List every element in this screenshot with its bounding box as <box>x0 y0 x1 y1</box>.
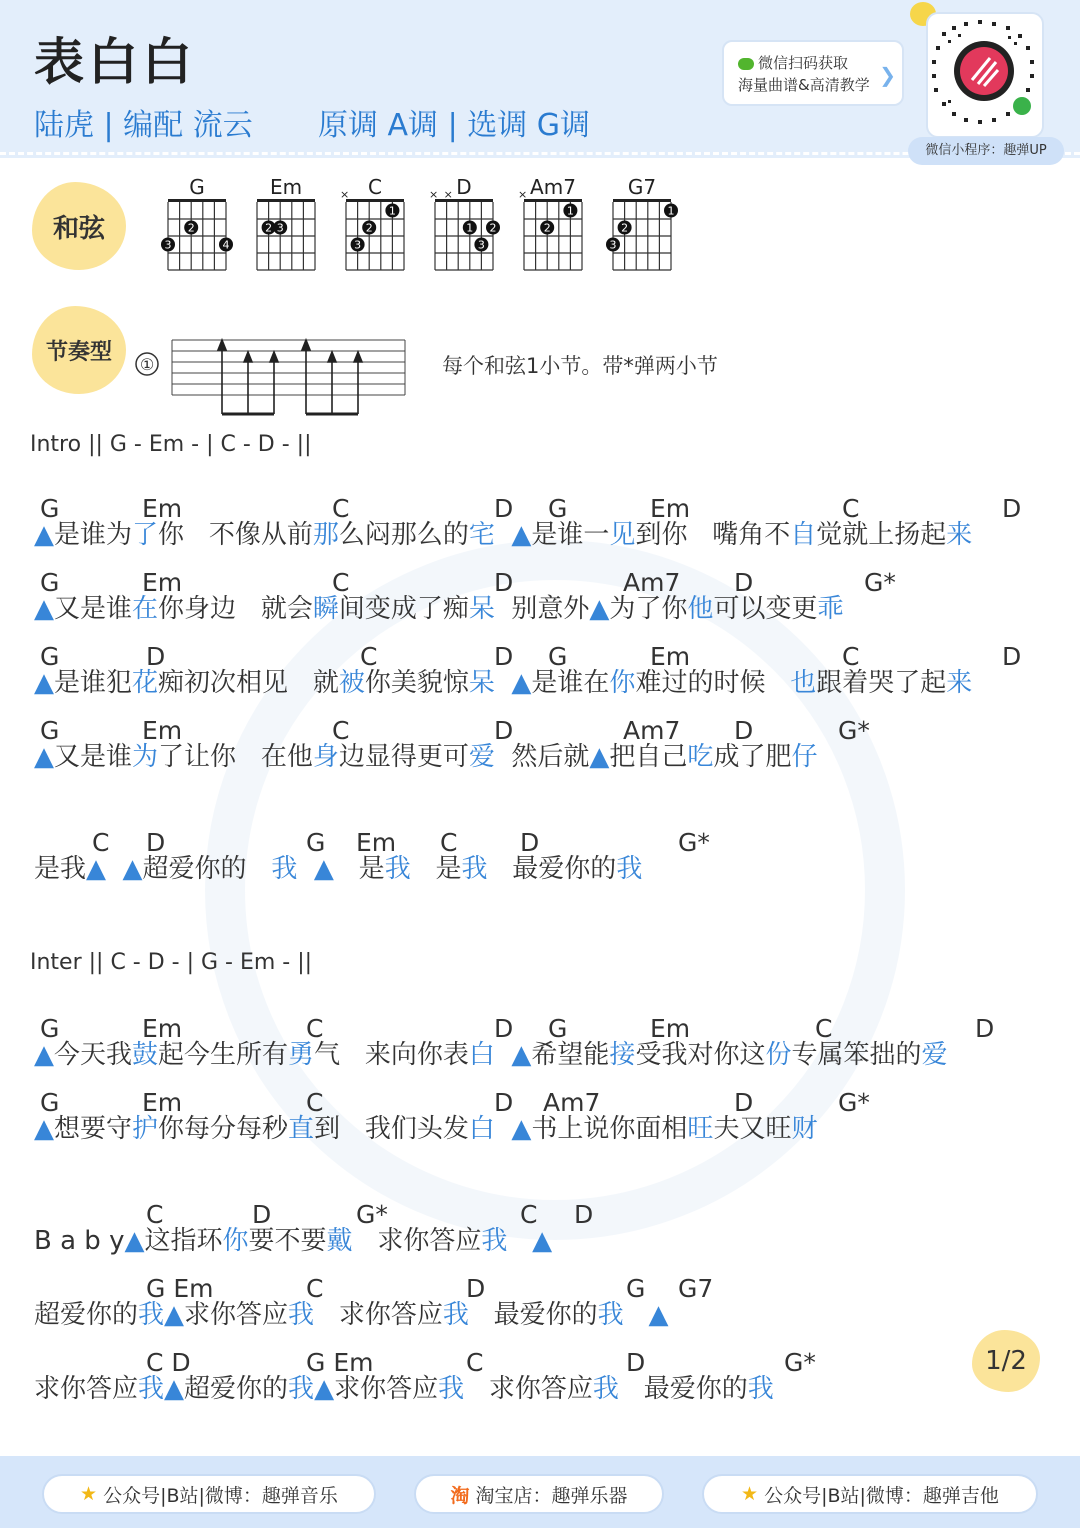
lyric-text: 希望能 <box>531 1040 610 1070</box>
lyric-text: 专属笨拙的 <box>791 1040 922 1070</box>
chord-label: G* <box>678 828 710 857</box>
strum-marker-icon: ▲ <box>511 1114 532 1144</box>
lyric-text: 求你答应 <box>34 1374 139 1404</box>
lyric-text <box>495 520 512 550</box>
chord-diagram-c <box>340 175 404 270</box>
chord-label: G <box>548 1014 568 1043</box>
chord-label: D <box>1002 494 1022 523</box>
chord-label: D <box>494 494 514 523</box>
lyric-text <box>495 1114 512 1144</box>
chord-label: C <box>306 1088 324 1117</box>
chord-label: D <box>146 642 166 671</box>
rhythm-badge-label: 节奏型 <box>45 339 112 365</box>
highlight-beat: 财 <box>791 1114 818 1144</box>
chord-label: Em <box>650 494 691 523</box>
highlight-beat: 仔 <box>791 742 818 772</box>
chord-label: C <box>440 828 458 857</box>
lyric-text: 痴初次相见 就 <box>158 668 339 698</box>
rhythm-pattern <box>130 330 420 420</box>
footer-link-music-label: 公众号|B站|微博：趣弹音乐 <box>103 1484 338 1507</box>
chord-label: Em <box>142 716 183 745</box>
chord-nut <box>524 199 582 202</box>
wechat-line2: 海量曲谱&高清教学 <box>738 76 870 94</box>
chord-label: Em <box>356 828 397 857</box>
strum-marker-icon: ▲ <box>532 1226 553 1256</box>
footer-link-guitar-label: 公众号|B站|微博：趣弹吉他 <box>764 1484 999 1507</box>
highlight-beat: 吃 <box>687 742 714 772</box>
highlight-beat: 见 <box>609 520 636 550</box>
strum-marker-icon: ▲ <box>589 594 610 624</box>
lyric-text: B a b y <box>34 1226 125 1256</box>
highlight-beat: 爱 <box>468 742 495 772</box>
lyric-text: 超爱你的 <box>142 854 272 884</box>
chords-badge-label: 和弦 <box>52 213 105 244</box>
chord-label: D <box>466 1274 486 1303</box>
song-keys: 原调 A调 | 选调 G调 <box>318 108 591 143</box>
muted-string-icon: × <box>443 188 453 201</box>
highlight-beat: 我 <box>138 1300 165 1330</box>
highlight-beat: 你 <box>222 1226 249 1256</box>
chord-label: G* <box>356 1200 388 1229</box>
chord-label: G <box>40 716 60 745</box>
lyric-line <box>34 662 972 699</box>
chord-label: G* <box>784 1348 816 1377</box>
lyric-text: 这指环 <box>144 1226 223 1256</box>
lyric-text: 是谁在 <box>531 668 610 698</box>
lyric-text: 为了你 <box>609 594 688 624</box>
lyric-text: 求你答应 <box>184 1300 289 1330</box>
footer-link-guitar[interactable] <box>702 1474 1038 1514</box>
lyric-text: 要不要 <box>248 1226 327 1256</box>
strum-marker-icon: ▲ <box>511 1040 532 1070</box>
highlight-beat: 了 <box>132 520 159 550</box>
lyric-line <box>34 1220 552 1257</box>
highlight-beat: 旺 <box>687 1114 714 1144</box>
chord-label: D <box>574 1200 594 1229</box>
highlight-beat: 我 <box>481 1226 508 1256</box>
highlight-beat: 接 <box>609 1040 636 1070</box>
chords-badge <box>32 182 126 270</box>
chord-label: D <box>734 1088 754 1117</box>
lyric-text: 求你答应 <box>314 1300 443 1330</box>
strum-marker-icon: ▲ <box>164 1374 185 1404</box>
chord-label: G <box>40 1014 60 1043</box>
strum-marker-icon: ▲ <box>589 742 610 772</box>
finger-number: 1 <box>667 204 675 218</box>
lyric-text: 么闷那么的 <box>338 520 469 550</box>
lyric-text: 又是谁 <box>54 742 133 772</box>
lyric-text: 今天我 <box>54 1040 133 1070</box>
chord-name: G7 <box>627 175 657 199</box>
lyric-text: 了让你 在他 <box>158 742 313 772</box>
wechat-icon <box>738 58 754 70</box>
chord-label: Em <box>142 1014 183 1043</box>
chord-nut <box>346 199 404 202</box>
lyric-text: 是 <box>333 854 385 884</box>
highlight-beat: 为 <box>132 742 159 772</box>
highlight-beat: 份 <box>765 1040 792 1070</box>
highlight-beat: 来 <box>946 520 973 550</box>
finger-number: 3 <box>477 238 485 252</box>
chord-label: G <box>626 1274 646 1303</box>
highlight-beat: 在 <box>132 594 159 624</box>
chord-label: D <box>252 1200 272 1229</box>
highlight-beat: 我 <box>747 1374 774 1404</box>
highlight-beat: 我 <box>597 1300 624 1330</box>
strum-marker-icon: ▲ <box>34 520 54 550</box>
footer-link-music[interactable] <box>42 1474 376 1514</box>
highlight-beat: 我 <box>592 1374 619 1404</box>
chord-name: C <box>368 175 382 199</box>
lyric-text: 气 来向你表 <box>314 1040 469 1070</box>
strum-marker-icon: ▲ <box>313 854 334 884</box>
chord-label: G <box>548 494 568 523</box>
chord-label: D <box>494 1088 514 1117</box>
chord-label: Em <box>650 1014 691 1043</box>
lyric-line <box>34 736 817 773</box>
lyric-text: 最爱你的 <box>487 854 617 884</box>
highlight-beat: 鼓 <box>132 1040 159 1070</box>
chord-label: C <box>842 642 860 671</box>
chord-label: D <box>734 568 754 597</box>
chord-label: C <box>92 828 110 857</box>
highlight-beat: 来 <box>946 668 973 698</box>
highlight-beat: 直 <box>288 1114 315 1144</box>
chord-diagram-g7 <box>606 175 678 270</box>
lyric-text: 边显得更可 <box>338 742 469 772</box>
finger-number: 2 <box>543 221 551 235</box>
taobao-icon: 淘 <box>450 1484 470 1507</box>
star-icon: ★ <box>80 1483 98 1505</box>
chord-label: C <box>306 1014 324 1043</box>
lyric-text: 超爱你的 <box>184 1374 289 1404</box>
lyric-text: 你美貌惊 <box>364 668 469 698</box>
chord-label: G Em <box>146 1274 214 1303</box>
lyric-text <box>106 854 123 884</box>
lyric-text <box>495 668 512 698</box>
chord-label: Am7 <box>543 1088 601 1117</box>
chord-label: G <box>548 642 568 671</box>
lyric-text: 成了肥 <box>713 742 792 772</box>
highlight-beat: 被 <box>338 668 365 698</box>
lyric-text: 又是谁 <box>54 594 133 624</box>
lyric-text: 夫又旺 <box>713 1114 792 1144</box>
finger-number: 1 <box>388 204 396 218</box>
chord-label: C <box>332 568 350 597</box>
highlight-beat: 瞬 <box>312 594 339 624</box>
lyric-text: 难过的时候 <box>635 668 791 698</box>
chord-label: D <box>520 828 540 857</box>
chord-name: Am7 <box>530 175 576 199</box>
chord-diagram-g <box>161 175 233 270</box>
star-icon: ★ <box>741 1483 759 1505</box>
strum-marker-icon: ▲ <box>124 1226 145 1256</box>
chord-label: D <box>1002 642 1022 671</box>
wechat-line1: 微信扫码获取 <box>758 54 849 72</box>
highlight-beat: 呆 <box>468 594 495 624</box>
chord-label: G <box>306 828 326 857</box>
highlight-beat: 白 <box>468 1040 495 1070</box>
finger-number: 2 <box>621 221 629 235</box>
lyric-text: 把自己 <box>609 742 688 772</box>
highlight-beat: 你 <box>609 668 636 698</box>
finger-number: 3 <box>276 221 284 235</box>
highlight-beat: 他 <box>687 594 714 624</box>
lyric-line <box>34 588 843 625</box>
finger-number: 1 <box>566 204 574 218</box>
lyric-text <box>297 854 314 884</box>
chevron-right-icon: ❯ <box>879 63 896 87</box>
lyric-text: 然后就 <box>494 742 590 772</box>
highlight-beat: 我 <box>288 1374 315 1404</box>
chord-diagram-em <box>257 175 315 270</box>
highlight-beat: 自 <box>790 520 817 550</box>
chord-label: C <box>815 1014 833 1043</box>
highlight-beat: 白 <box>468 1114 495 1144</box>
page-number: 1/2 <box>972 1330 1040 1392</box>
chord-label: D <box>146 828 166 857</box>
finger-number: 4 <box>222 238 230 252</box>
highlight-beat: 乖 <box>817 594 844 624</box>
muted-string-icon: × <box>518 188 528 201</box>
chord-label: C <box>306 1274 324 1303</box>
highlight-beat: 勇 <box>288 1040 315 1070</box>
chord-label: D <box>494 642 514 671</box>
chord-label: C <box>332 716 350 745</box>
chord-label: G <box>40 642 60 671</box>
finger-number: 3 <box>609 238 617 252</box>
strum-marker-icon: ▲ <box>34 742 54 772</box>
lyric-text: 你 不像从前 <box>158 520 313 550</box>
chord-label: G <box>40 1088 60 1117</box>
highlight-beat: 我 <box>461 854 488 884</box>
finger-number: 2 <box>489 221 497 235</box>
chord-label: G* <box>838 716 870 745</box>
highlight-beat: 我 <box>438 1374 465 1404</box>
lyric-text: 是谁为 <box>54 520 133 550</box>
lyric-text: 到 我们头发 <box>314 1114 469 1144</box>
inter-line: Inter || C - D - | G - Em - || <box>30 950 313 975</box>
chord-label: Am7 <box>623 568 681 597</box>
highlight-beat: 爱 <box>921 1040 948 1070</box>
chord-label: D <box>975 1014 995 1043</box>
chord-nut <box>613 199 671 202</box>
lyric-line <box>34 1368 774 1405</box>
strum-marker-icon: ▲ <box>122 854 143 884</box>
lyric-text: 最爱你的 <box>618 1374 748 1404</box>
highlight-beat: 我 <box>288 1300 315 1330</box>
highlight-beat: 身 <box>312 742 339 772</box>
qr-code-icon <box>928 14 1042 136</box>
lyric-text: 书上说你面相 <box>531 1114 688 1144</box>
strum-marker-icon: ▲ <box>86 854 107 884</box>
lyric-text: 受我对你这 <box>635 1040 766 1070</box>
lyric-text: 想要守 <box>54 1114 133 1144</box>
chord-label: G7 <box>678 1274 714 1303</box>
lyric-text: 你每分每秒 <box>158 1114 289 1144</box>
chord-label: C <box>842 494 860 523</box>
highlight-beat: 呆 <box>468 668 495 698</box>
lyric-text: 可以变更 <box>713 594 818 624</box>
chord-label: G <box>40 568 60 597</box>
finger-number: 3 <box>354 238 362 252</box>
highlight-beat: 我 <box>384 854 411 884</box>
rhythm-badge <box>32 306 126 394</box>
chord-label: C <box>520 1200 538 1229</box>
wechat-promo[interactable] <box>722 40 904 106</box>
strum-marker-icon: ▲ <box>511 520 532 550</box>
rhythm-index: ① <box>139 355 155 374</box>
finger-number: 2 <box>365 221 373 235</box>
chord-label: C <box>466 1348 484 1377</box>
highlight-beat: 我 <box>616 854 643 884</box>
lyric-text: 别意外 <box>494 594 590 624</box>
chord-label: C <box>146 1200 164 1229</box>
chord-label: D <box>626 1348 646 1377</box>
chord-label: G Em <box>306 1348 374 1377</box>
lyric-text <box>507 1226 532 1256</box>
footer-link-taobao-label: 淘宝店：趣弹乐器 <box>475 1484 628 1507</box>
chord-label: C <box>332 494 350 523</box>
chord-label: Em <box>142 1088 183 1117</box>
strum-marker-icon: ▲ <box>34 594 54 624</box>
chord-label: D <box>494 568 514 597</box>
chord-nut <box>257 199 315 202</box>
lyric-text: 跟着哭了起 <box>816 668 947 698</box>
highlight-beat: 那 <box>312 520 339 550</box>
lyric-text: 求你答应 <box>352 1226 482 1256</box>
strum-marker-icon: ▲ <box>34 668 54 698</box>
lyric-text: 觉就上扬起 <box>816 520 947 550</box>
footer-link-taobao[interactable] <box>414 1474 664 1514</box>
chord-label: D <box>494 716 514 745</box>
highlight-beat: 护 <box>132 1114 159 1144</box>
lyric-text: 起今生所有 <box>158 1040 289 1070</box>
lyric-text <box>495 1040 512 1070</box>
chord-label: Em <box>650 642 691 671</box>
highlight-beat: 宅 <box>468 520 495 550</box>
highlight-beat: 花 <box>132 668 159 698</box>
chord-name: G <box>189 175 205 199</box>
qr-code[interactable] <box>926 12 1044 138</box>
chord-label: G* <box>864 568 896 597</box>
artist-arranger: 陆虎 | 编配 流云 <box>34 108 253 143</box>
chord-label: G <box>40 494 60 523</box>
chord-label: Em <box>142 494 183 523</box>
lyric-text: 是我 <box>34 854 87 884</box>
strum-marker-icon: ▲ <box>34 1040 54 1070</box>
strum-marker-icon: ▲ <box>511 668 532 698</box>
strum-marker-icon: ▲ <box>648 1300 669 1330</box>
highlight-beat: 我 <box>271 854 298 884</box>
strum-marker-icon: ▲ <box>34 1114 54 1144</box>
lyric-text: 求你答应 <box>464 1374 593 1404</box>
lyric-text: 是 <box>410 854 462 884</box>
highlight-beat: 也 <box>790 668 817 698</box>
strum-marker-icon: ▲ <box>164 1300 185 1330</box>
chord-diagram-am7 <box>518 175 582 270</box>
chord-label: C D <box>146 1348 191 1377</box>
lyric-line <box>34 1294 668 1331</box>
finger-number: 3 <box>164 238 172 252</box>
lyric-line <box>34 1034 948 1071</box>
rhythm-note: 每个和弦1小节。带*弹两小节 <box>442 354 718 378</box>
chord-label: C <box>360 642 378 671</box>
muted-string-icon: × <box>340 188 350 201</box>
lyric-text: 是谁一 <box>531 520 610 550</box>
lyric-text <box>624 1300 649 1330</box>
chord-label: D <box>734 716 754 745</box>
mini-program-caption: 微信小程序：趣弹UP <box>908 137 1064 165</box>
finger-number: 2 <box>187 221 195 235</box>
lyric-text: 求你答应 <box>334 1374 439 1404</box>
chord-label: Am7 <box>623 716 681 745</box>
lyric-text: 到你 嘴角不 <box>635 520 791 550</box>
strum-marker-icon: ▲ <box>314 1374 335 1404</box>
chord-label: G* <box>838 1088 870 1117</box>
chord-label: D <box>494 1014 514 1043</box>
lyric-line <box>34 1108 817 1145</box>
chord-label: Em <box>142 568 183 597</box>
highlight-beat: 我 <box>138 1374 165 1404</box>
chord-name: D <box>456 175 472 199</box>
lyric-text: 超爱你的 <box>34 1300 139 1330</box>
lyric-text: 你身边 就会 <box>158 594 313 624</box>
highlight-beat: 戴 <box>326 1226 353 1256</box>
finger-number: 1 <box>466 221 474 235</box>
lyric-text: 最爱你的 <box>468 1300 598 1330</box>
chord-nut <box>168 199 226 202</box>
lyric-line <box>34 514 972 551</box>
chord-diagram-d <box>429 175 500 270</box>
muted-string-icon: × <box>429 188 439 201</box>
chord-name: Em <box>269 175 303 199</box>
chord-diagrams <box>150 174 710 284</box>
highlight-beat: 我 <box>442 1300 469 1330</box>
song-title: 表白白 <box>34 33 196 91</box>
lyric-line <box>34 848 642 885</box>
finger-number: 2 <box>265 221 273 235</box>
lyric-text: 间变成了痴 <box>338 594 469 624</box>
intro-line: Intro || G - Em - | C - D - || <box>30 432 312 457</box>
lyric-text: 是谁犯 <box>54 668 133 698</box>
